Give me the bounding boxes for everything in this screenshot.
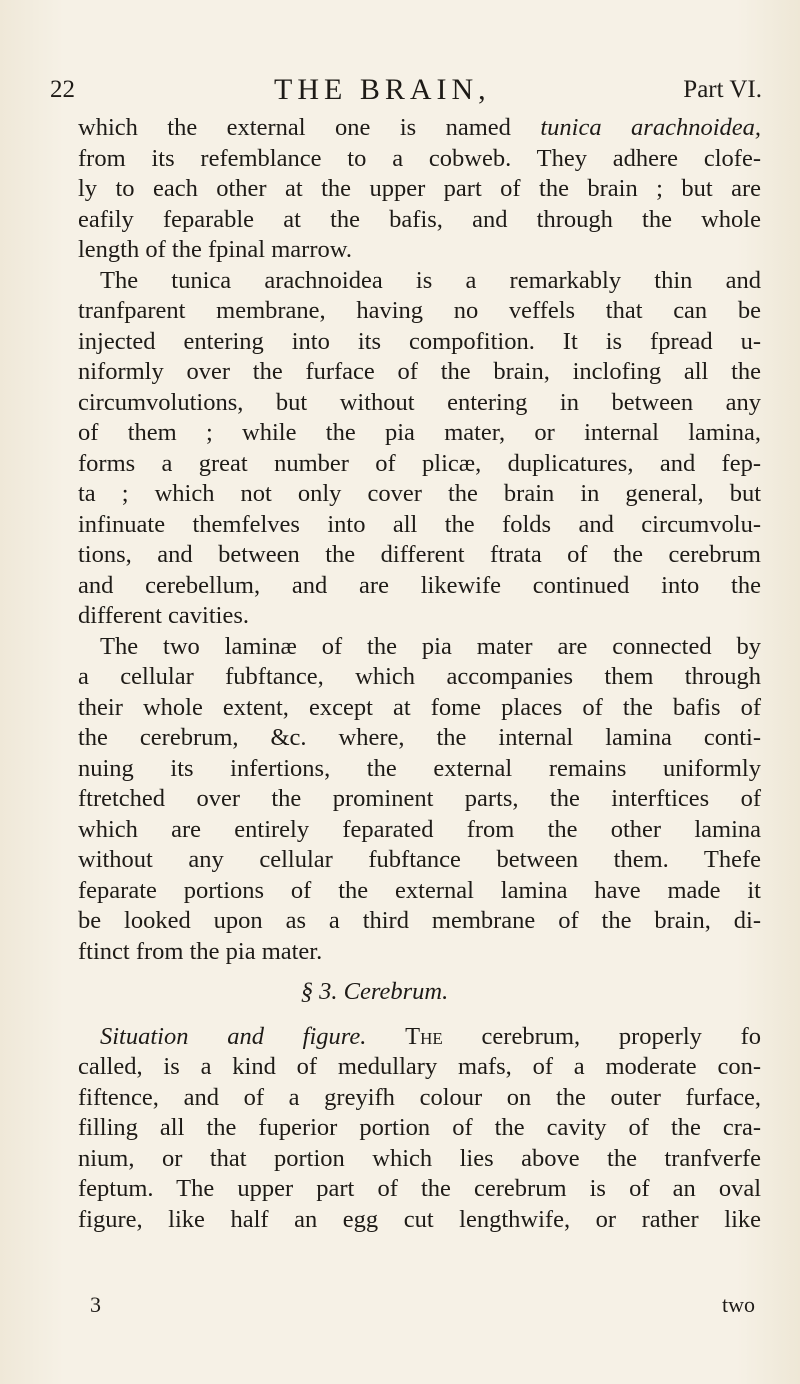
text-line: and cerebellum, and are likewife continued into the: [78, 571, 761, 599]
text-line: their whole extent, except at fome places of the bafis of: [78, 693, 761, 721]
text-line: ftinct from the pia mater.: [78, 937, 323, 965]
text-line: feparate portions of the external lamina have made it: [78, 876, 761, 904]
text-line: different cavities.: [78, 602, 249, 629]
text-line: ta ; which not only cover the brain in general, but: [78, 480, 761, 507]
text-line: ly to each other at the upper part of the brain ; but are: [78, 175, 761, 202]
small-caps-word: The: [405, 1022, 443, 1050]
text-line: injected entering into its compofition. It is fpread u-: [78, 327, 761, 355]
text-line: from its refemblance to a cobweb. They adhere clofe-: [78, 144, 761, 172]
text-line: eafily feparable at the bafis, and through the whole: [78, 205, 761, 233]
signature-mark: 3: [90, 1292, 101, 1317]
text-line: nium, or that portion which lies above the tranfverfe: [78, 1144, 761, 1172]
text-line: feptum. The upper part of the cerebrum is of an oval: [78, 1175, 761, 1202]
italic-term: tunica arachnoidea,: [540, 114, 761, 141]
text-line: without any cellular fubftance between them. Thefe: [78, 846, 761, 873]
text-line: the cerebrum, &c. where, the internal lamina conti-: [78, 724, 761, 751]
text-line: which are entirely feparated from the other lamina: [78, 815, 761, 843]
text-line: called, is a kind of medullary mafs, of a moderate con-: [78, 1053, 761, 1080]
text-line: ftretched over the prominent parts, the interftices of: [78, 785, 761, 812]
text-line: a cellular fubftance, which accompanies them through: [78, 663, 761, 690]
text-line: tions, and between the different ftrata of the cerebrum: [78, 541, 761, 568]
running-header: [50, 70, 762, 110]
text-line: fiftence, and of a greyifh colour on the outer furface,: [78, 1083, 761, 1111]
text-line: The tunica arachnoidea is a remarkably thin and: [100, 266, 761, 294]
body-text: [78, 113, 761, 1235]
text-line: figure, like half an egg cut lengthwife, or rather like: [78, 1205, 761, 1233]
text-line: of them ; while the pia mater, or internal lamina,: [78, 419, 761, 446]
page-number: 22: [50, 76, 75, 103]
text-line: be looked upon as a third membrane of the brain, di-: [78, 907, 761, 934]
text-line: tranfparent membrane, having no veffels that can be: [78, 297, 761, 324]
text-line: circumvolutions, but without entering in between any: [78, 388, 761, 416]
text-line: Situation and figure. The cerebrum, properly fo: [100, 1022, 762, 1050]
catchword: two: [722, 1292, 755, 1317]
text-line: infinuate themfelves into all the folds and circumvolu-: [78, 510, 761, 538]
text-line: length of the fpinal marrow.: [78, 236, 352, 263]
text-line: which the external one is named tunica arachnoidea,: [78, 114, 761, 141]
section-heading: § 3. Cerebrum.: [300, 978, 449, 1005]
part-label: Part VI.: [683, 76, 762, 103]
text-line: The two laminæ of the pia mater are connected by: [100, 632, 761, 660]
page-footer: [78, 1292, 761, 1320]
running-title: THE BRAIN,: [274, 73, 491, 106]
subhead: Situation and figure.: [100, 1022, 367, 1050]
text-line: filling all the fuperior portion of the cavity of the cra-: [78, 1114, 761, 1141]
text-line: forms a great number of plicæ, duplicatures, and fep-: [78, 449, 761, 477]
text-line: nuing its infertions, the external remains uniformly: [78, 754, 761, 782]
text-line: niformly over the furface of the brain, inclofing all the: [78, 358, 761, 385]
